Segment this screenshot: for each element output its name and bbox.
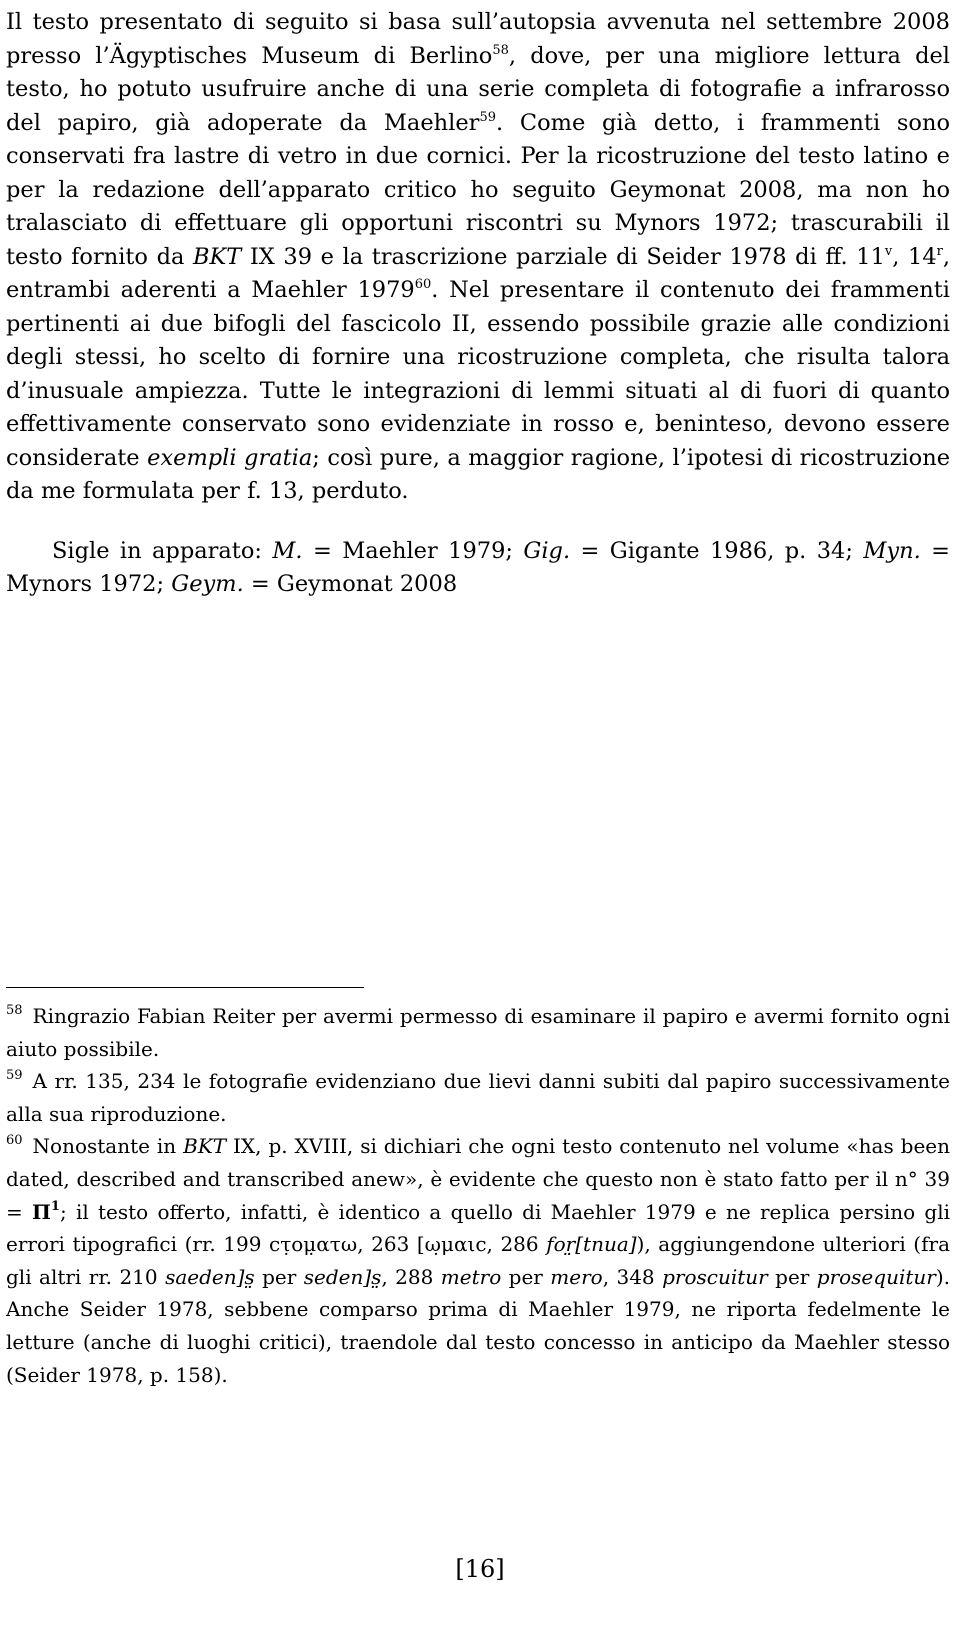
text-run: Il testo presentato di seguito si basa sull’autopsia avvenuta nel settembre 2008 presso l’Ägyptisches Museum di Berlino <box>6 9 950 69</box>
greek-text: ϲτ̣ομ̣ατω <box>269 1232 358 1257</box>
superscript-recto: r <box>936 243 943 259</box>
text-run: IX 39 e la trascrizione parziale di Seider 1978 di ff. 11 <box>241 243 885 270</box>
text-run: Sigle in apparato: <box>52 537 273 564</box>
page-number: [16] <box>455 1555 505 1583</box>
text-run: = Geymonat 2008 <box>243 571 458 597</box>
greek-text: ω̣μαιϲ <box>424 1232 487 1257</box>
italic-latin: saeden]s̤ <box>165 1264 255 1289</box>
text-run: ), aggiungendone ulteriori (fra gli altri rr. 210 <box>6 1232 950 1289</box>
text-run: , entrambi aderenti a Maehler 1979 <box>6 243 951 303</box>
italic-bkt: BKT <box>183 1134 227 1159</box>
italic-bkt: BKT <box>192 243 242 270</box>
footnote-number: 59 <box>6 1068 23 1084</box>
body-paragraph <box>6 6 950 509</box>
text-run: . Nel presentare il contenuto dei frammenti pertinenti ai due bifogli del fascicolo II, essendo possibile grazie alle condizioni degli stessi, ho scelto di fornire una ricostruzione completa, che risulta talora d’inusuale ampiezza. Tutte le integrazioni di lemmi situati al di fuori di quanto effettivamente conservato sono evidenziate in rosso e, beninteso, devono essere considerate <box>6 277 950 471</box>
footnote-ref-58[interactable]: 58 <box>492 42 509 58</box>
text-run: = Mynors 1972; <box>6 537 950 597</box>
text-run: per <box>767 1264 817 1289</box>
text-run: . Come già detto, i frammenti sono conservati fra lastre di vetro in due cornici. Per la ricostruzione del testo latino e per la redazione dell’apparato critico ho seguito Geymonat 2008, ma non ho tralasciato di effettuare gli opportuni riscontri su Mynors 1972; trascurabili il testo fornito da <box>6 109 951 270</box>
footnote-text: Ringrazio Fabian Reiter per avermi permesso di esaminare il papiro e avermi fornito ogni aiuto possibile. <box>6 1004 950 1061</box>
italic-latin: for̤[tnua] <box>546 1232 637 1257</box>
footnote-number: 60 <box>6 1133 23 1149</box>
italic-latin: seden]s̤ <box>303 1264 382 1289</box>
sigle-paragraph <box>6 535 950 602</box>
text-run: = Gigante 1986, p. 34; <box>570 537 864 564</box>
text-run: = Maehler 1979; <box>302 537 524 564</box>
sigla-geym: Geym. <box>171 571 244 597</box>
footnote-60 <box>6 1130 950 1391</box>
text-run: per <box>254 1264 304 1289</box>
superscript-verso: v <box>884 243 893 259</box>
text-run: Nonostante in <box>32 1134 184 1159</box>
text-run: , 263 [ <box>357 1232 425 1257</box>
italic-exempli-gratia: exempli gratia <box>147 444 313 471</box>
italic-latin: prosequitur <box>816 1264 936 1289</box>
main-text <box>6 6 950 602</box>
sigla-gig: Gig. <box>523 537 571 564</box>
text-run: , 286 <box>486 1232 547 1257</box>
text-run: per <box>501 1264 551 1289</box>
text-run: IX, p. XVIII, si dichiari che ogni testo contenuto nel volume «has been dated, described and transcribed anew», è evidente che questo non è stato fatto per il n° 39 = <box>6 1134 951 1224</box>
text-run: ; così pure, a maggior ragione, l’ipotesi di ricostruzione da me formulata per f. 13, perduto. <box>6 444 951 504</box>
italic-latin: mero <box>550 1264 603 1289</box>
italic-latin: proscuitur <box>662 1264 768 1289</box>
sigla-myn: Myn. <box>863 537 921 564</box>
text-run: , 14 <box>892 243 937 270</box>
footnote-ref-60[interactable]: 60 <box>414 277 432 292</box>
text-run: ; il testo offerto, infatti, è identico a quello di Maehler 1979 e ne replica persino gli errori tipografici (rr. 199 <box>6 1199 950 1257</box>
text-run: , 348 <box>602 1264 663 1289</box>
text-run: ). Anche Seider 1978, sebbene comparso prima di Maehler 1979, ne riporta fedelmente le letture (anche di luoghi critici), traendole dal testo concesso in anticipo da Maehler stesso (Seider 1978, p. 158). <box>6 1264 950 1387</box>
footnote-separator <box>6 987 364 988</box>
text-run: , 288 <box>381 1264 441 1289</box>
sigla-m: M. <box>272 537 303 564</box>
footnote-number: 58 <box>6 1003 23 1018</box>
footnote-58 <box>6 1000 950 1065</box>
footnote-ref-59[interactable]: 59 <box>479 109 496 125</box>
footnote-text: A rr. 135, 234 le fotografie evidenziano due lievi danni subiti dal papiro successivamente alla sua riproduzione. <box>6 1069 950 1126</box>
italic-latin: metro <box>440 1264 502 1289</box>
footnotes <box>6 1000 950 1391</box>
text-run: , dove, per una migliore lettura del testo, ho potuto usufruire anche di una serie completa di fotografie a infrarosso del papiro, già adoperate da Maehler <box>6 42 950 136</box>
footnote-59 <box>6 1065 950 1130</box>
siglum-pi-sup: 1 <box>50 1198 60 1214</box>
siglum-pi: Π <box>32 1199 51 1224</box>
